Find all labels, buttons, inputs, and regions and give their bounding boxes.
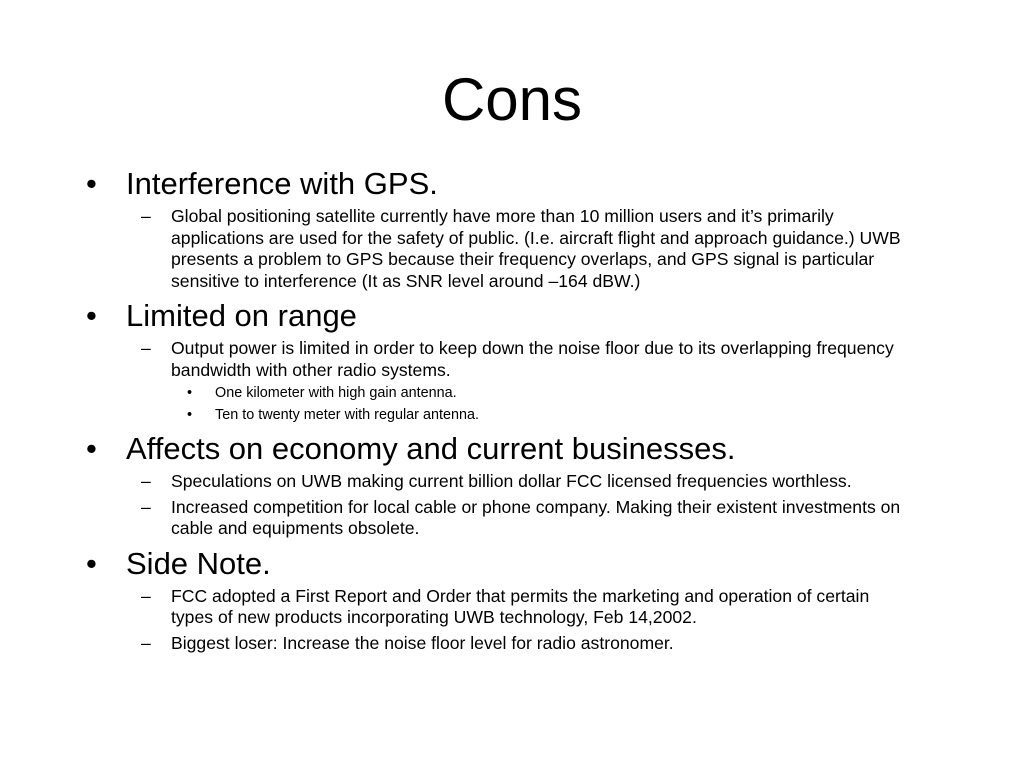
bullet-text: Side Note. — [126, 545, 271, 581]
bullet-marker: • — [86, 298, 97, 333]
bullet-marker: • — [86, 166, 97, 201]
dash-marker: – — [141, 632, 151, 653]
sub-sub-bullet-ten-to-twenty — [0, 406, 1024, 425]
sub-sub-bullet-text: Ten to twenty meter with regular antenna. — [215, 407, 479, 423]
bullet-text: Limited on range — [126, 298, 357, 333]
bullet-affects-economy — [0, 431, 1024, 467]
bullet-text: Interference with GPS. — [126, 166, 438, 201]
sub-bullet-output-power — [0, 338, 1024, 381]
sub-bullet-biggest-loser — [0, 633, 1024, 655]
sub-bullet-text: Biggest loser: Increase the noise floor level for radio astronomer. — [171, 632, 674, 653]
bullet-interference-gps — [0, 166, 1024, 202]
sub-bullet-text: Global positioning satellite currently have more than 10 million users and it’s primarily applications are used for the safety of public. (I.e. aircraft flight and approach guidance.) UWB presents a problem to GPS because their frequency overlaps, and GPS signal is particular sensitive to interference (It as SNR level around –164 dBW.) — [171, 206, 901, 291]
bullet-marker: • — [187, 385, 193, 401]
sub-bullet-text: FCC adopted a First Report and Order that permits the marketing and operation of certain types of new products incorporating UWB technology, Feb 14,2002. — [171, 585, 870, 627]
bullet-side-note — [0, 546, 1024, 582]
dash-marker: – — [141, 496, 151, 517]
bullet-limited-range — [0, 298, 1024, 334]
sub-sub-bullet-text: One kilometer with high gain antenna. — [215, 385, 457, 401]
bullet-marker: • — [187, 407, 193, 423]
slide-content — [0, 166, 1024, 654]
sub-sub-bullet-kilometer — [0, 384, 1024, 403]
sub-bullet-gps-detail — [0, 206, 1024, 292]
dash-marker: – — [141, 471, 151, 491]
sub-bullet-text: Increased competition for local cable or phone company. Making their existent investments on cable and equipments obsolete. — [171, 496, 901, 538]
bullet-marker: • — [86, 431, 97, 466]
sub-bullet-fcc-adopted — [0, 586, 1024, 629]
sub-bullet-text: Speculations on UWB making current billion dollar FCC licensed frequencies worthless. — [171, 471, 852, 491]
sub-bullet-speculations — [0, 471, 1024, 493]
sub-bullet-text: Output power is limited in order to keep down the noise floor due to its overlapping frequency bandwidth with other radio systems. — [171, 338, 894, 380]
dash-marker: – — [141, 206, 151, 226]
dash-marker: – — [141, 338, 151, 358]
bullet-marker: • — [86, 545, 97, 581]
bullet-text: Affects on economy and current businesses. — [126, 431, 736, 466]
sub-bullet-increased-competition — [0, 497, 1024, 540]
dash-marker: – — [141, 585, 151, 606]
slide-title: Cons — [441, 66, 583, 133]
